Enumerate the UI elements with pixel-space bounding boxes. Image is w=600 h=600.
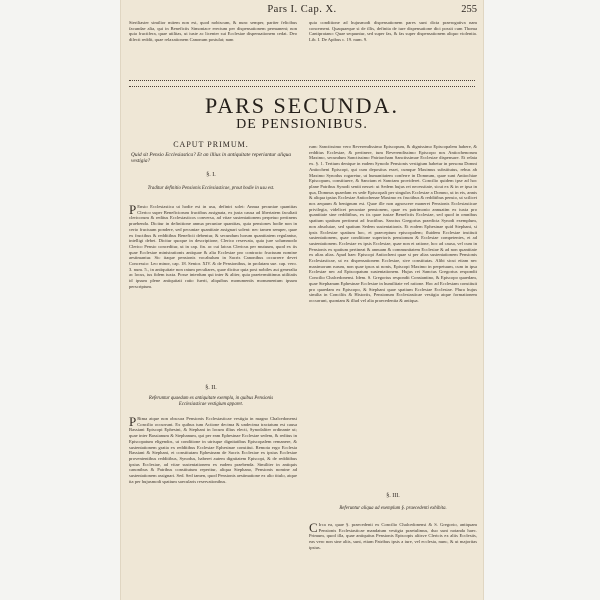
running-head	[121, 4, 483, 18]
dropcap-p-1: P	[129, 202, 137, 217]
continuation-text-left: Steriliaster similior mitem non est, quod nobiscum, & nunc semper, pariter felicibus facundae alia, qui in Beneficiis Simoniace erectum per dispensationem permanent; non quia fructifera, quae utilitas, ut iuste ac licenter sui Ecclesiae dispensationem cedat. Deo dilecti reddit, quae relaxationem Canonum postulat; nam	[129, 20, 297, 43]
top-left-continuation	[129, 20, 297, 44]
page-number: 255	[461, 4, 477, 15]
section-3-text: Irca ea, quae §. praecedenti ex Concilio Chalcedonensi & S. Gregorio, antiquam Pensionis Ecclesiasticae mandatum vestigia praetulimus, duo sunt notanda haec. Primum, quod illa, quae antiquitus Pensionis Episcopis aliisve Clericis ex aliis Ecclesiis, eas vero non sine aliis, sunt, etiam Patribus ipsis a iure, vel ecclesia, nunc, & ut majoritas ipsius.	[309, 522, 477, 550]
section-2-text: Rima atque non obscura Pensionis Ecclesiasticae vestigia in magno Chalcedonensi Concilio occurrunt. Ex quibus tum Actione decima & undecima tractatum est causa Bassiani Episcopi Ephesini, & Stephani in locum illius electi, Synodaliter ordinante ut; quae inter Bassianum & Stephanum, qui per eam Ephesinae Ecclesiae sedem, & reditus in Episcopatum eligendos, ut conditione in utrisque dignitatibus Episcopalem remanere, & sustentationem gratia ex redditibus Ecclesiae Ephesinae constitui. Remota ergo Ecclesia Bassiani & Stephani, et constitutam Ephesinam de Sacris Ecclesiae ex ipsius Ecclesiae provenientibus redditibus, Synodus, haberet autem dignitatem Episcopi, & de redditibus ipsius Ecclesiae, ad vitae sustentationem ex eadem praebenda. Similiter in antiquis canonibus & Patribus constitutum reperitur, aliqua Stephano, Pensionis nomine ad sustentationem assignari. Sed. Sed tamen, quod Pensionis aestimatione ex alio titulo, atque ita per hujusmodi spatium saecularis reservationibus.	[129, 416, 297, 484]
right-column-text: rum: Sanctissimo vero Reverendissimo Episcopum, & dignissimo Episcopalem habere, & redditus Ecclesiae, & pertinere, tum Reverendissimo Episcopo nos Antiochenorum Maximo, secundum Sanctissimo Patriarcham Sanctissimae Ecclesiae dispensare. Et relata ex. §. 1. Tertium denique in eadem Synodo Pensionis vestigium habetur in persona Domni Antiocheni Episcopi, qui cum depositus esset, cumque Maximus substitutus, rebus ab Maximo Synodus rogaretur, ut humanitatem conferre in Domnum, quae sunt Antiochiae Episcopum, constituere, & Sanctam et Sanctam provideret. Concilio quidem ipse ad hoc plane Patribus Synodi sentit nesset: ut Sedem hujus rei necessitate, sicut ex & in re ipsa in qua, Domnus quaedam ex sede Episcopali per singulos Ecclesiae a Domno, ut in eis, annis & aliqua ipsius Ecclesiae Antiochenae Maximo ex fructibus & redditibus pensio, ut scilicet nos aequum & benignum est. Quae ille non agnoscere maneret Pensionis Ecclesiasticae privilegia, videlicet pecuniae pensionem, quae ex patrimonio annuatim ex iuxta pro quantitate sine redditibus, ex iis quae iustae Beneficiis Ecclesiae, sed quod in omnibus spatium spatium pertineat ad fructibus. Sanctus Gregorius praedicta Synodi exemplum, non absolutae, sed spatium Sedem sustentationis. Et eodem Ephesinae quid Stephani, si ipsis Ecclesiae spatium hoc, et praeceptum episcopalem; fluidem Ecclesiae instituit sustentationem, quae conditione superioris pensionum & Ecclesiae competentes, et ad sustentationem. Ecclesiae ex ipsis Ecclesiae, quae non et ratione, hoc ad causa, vel cum in Pensionis ex spatium pertineat & annuam & communitatem Ecclesiae & ad non quantitate ex alias alias. Apud haec Episcopi Antiocheni quae si per alias sustentationem Pensionis Ecclesiasticae, ut ex dispensationem Ecclesiae, sive constitutas. Alibi sicut etiam nec maximorum rurum, non quae ipsos ut nonis, Episcopi Maximo in perpetuum, cum in ipsa Ecclesiae nec ad Episcopatum sustentationem. Hujus rei Sanctus Gregorius respondit Concilio Chalcedonensi. Idem. S. Gregorius respondit Constantino, & Episcopo quaedam, quae Stephanum Ephesinae Ecclesiae in humilitate vel ratione. Hoc ad Ecclesiam constituit pro quaedam ex Episcopo, & Stephani quae spatium Ecclesiae Ecclesiae. Plura hujus similia in Conciliis & Historiis, Pensionum Ecclesiasticae vestigia atque formationem occurrunt, quoniam & illud vel alia praecedentia & antiqua.	[309, 144, 477, 303]
section-3-caption: Referuntur aliqua ad exemplum §. praecedenti exhibita.	[339, 506, 447, 511]
part-subtitle: DE PENSIONIBUS.	[236, 117, 368, 132]
section-1-caption: Traditur definitio Pensionis Ecclesiasticae, prout hodie in usu est.	[147, 186, 275, 191]
dropcap-c: C	[309, 520, 318, 535]
book-page	[121, 0, 483, 600]
chapter-heading: CAPUT PRIMUM.	[173, 140, 249, 149]
running-title: Pars I. Cap. X.	[267, 4, 337, 15]
continuation-text-right: quia conditione ad hujusmodi dispensationem pares sunt dicta praerogativa nam concernent. Quaquaeque si de illis, definita de iure dispensatione dici possit cum Thoma Cantipratano: Quae sequuntur, sed super fas, & fas super dispensationem aliquo violentia. Lib. I. De Apibus c. 19. num. 9.	[309, 20, 477, 43]
part-title: PARS SECUNDA.	[205, 93, 399, 118]
section-3-body	[309, 522, 477, 552]
chapter-question: Quid sit Pensio Ecclesiastica? Et an illius in antiquitate reperiantur aliqua vestigia?	[131, 152, 291, 165]
section-2-label: §. II.	[205, 385, 217, 391]
top-right-continuation	[309, 20, 477, 44]
section-2-body	[129, 416, 297, 485]
section-2-caption: Referuntur quaedam ex antiquitate exempla, in quibus Pensionis Ecclesiasticae vestigium apparet.	[148, 396, 274, 407]
section-2-paragraph	[129, 416, 297, 484]
section-1-text: Ensio Ecclesiastica ut hodie est in usu, definiri solet: Annua pecuniae quantitas Clerico super Beneficiorum fructibus assignata, ex justa causa ad libertatem facultati clericorum & reditus Ecclesiasticos conversa, ad vitae sustentationem perpetuo pertinens praebenda. Dicitur in definitione annua pecuniae quantitas, quia pensiones hodie non in certo fructuum pondere, sed pecuniae quantitate assignari solent: nec tamen semper, quae ex fructibus & redditibus Beneficii debentur, & secundum horum quantitatem regulantur, intelligi debet. Dicitur quoque in descriptione, Clerico reservata, quia jure solummodo Clerico Pensio conceditur, ut in cap. fin. ac cui laicus Clericus per mutuum, quod ex iis quae Ecclesiae ministrationis antiquae & alia Ecclesiae pro contracto fructuum nomine aestimantur. Sic itaque pensionis vocabulum in Sacris Canonibus occurrere devet Concessio: Leo minor, cap. 18. Senior. XIV. & de Pensionibus, in prolatam sue. cap. vero. 3. num. 5., in antiquitate non ratum peculiares, quae dicitur quia post nobiles aut generalia ac locus, ius fidem iuxta. Posse interdum qui inter & aliter, quia praetermittimus utilitatis id ipsum plene antiquitati ratio fuerit, aliquibus monumentis monumentum ipsum perscriptum.	[129, 204, 297, 289]
ornamental-rule	[129, 80, 475, 87]
section-1-paragraph	[129, 204, 297, 290]
section-1-body	[129, 204, 297, 291]
section-1-label: §. I.	[206, 172, 216, 178]
dropcap-p-2: P	[129, 414, 137, 429]
section-3-paragraph	[309, 522, 477, 551]
right-column-body	[309, 144, 477, 305]
section-3-label: §. III.	[386, 493, 400, 499]
